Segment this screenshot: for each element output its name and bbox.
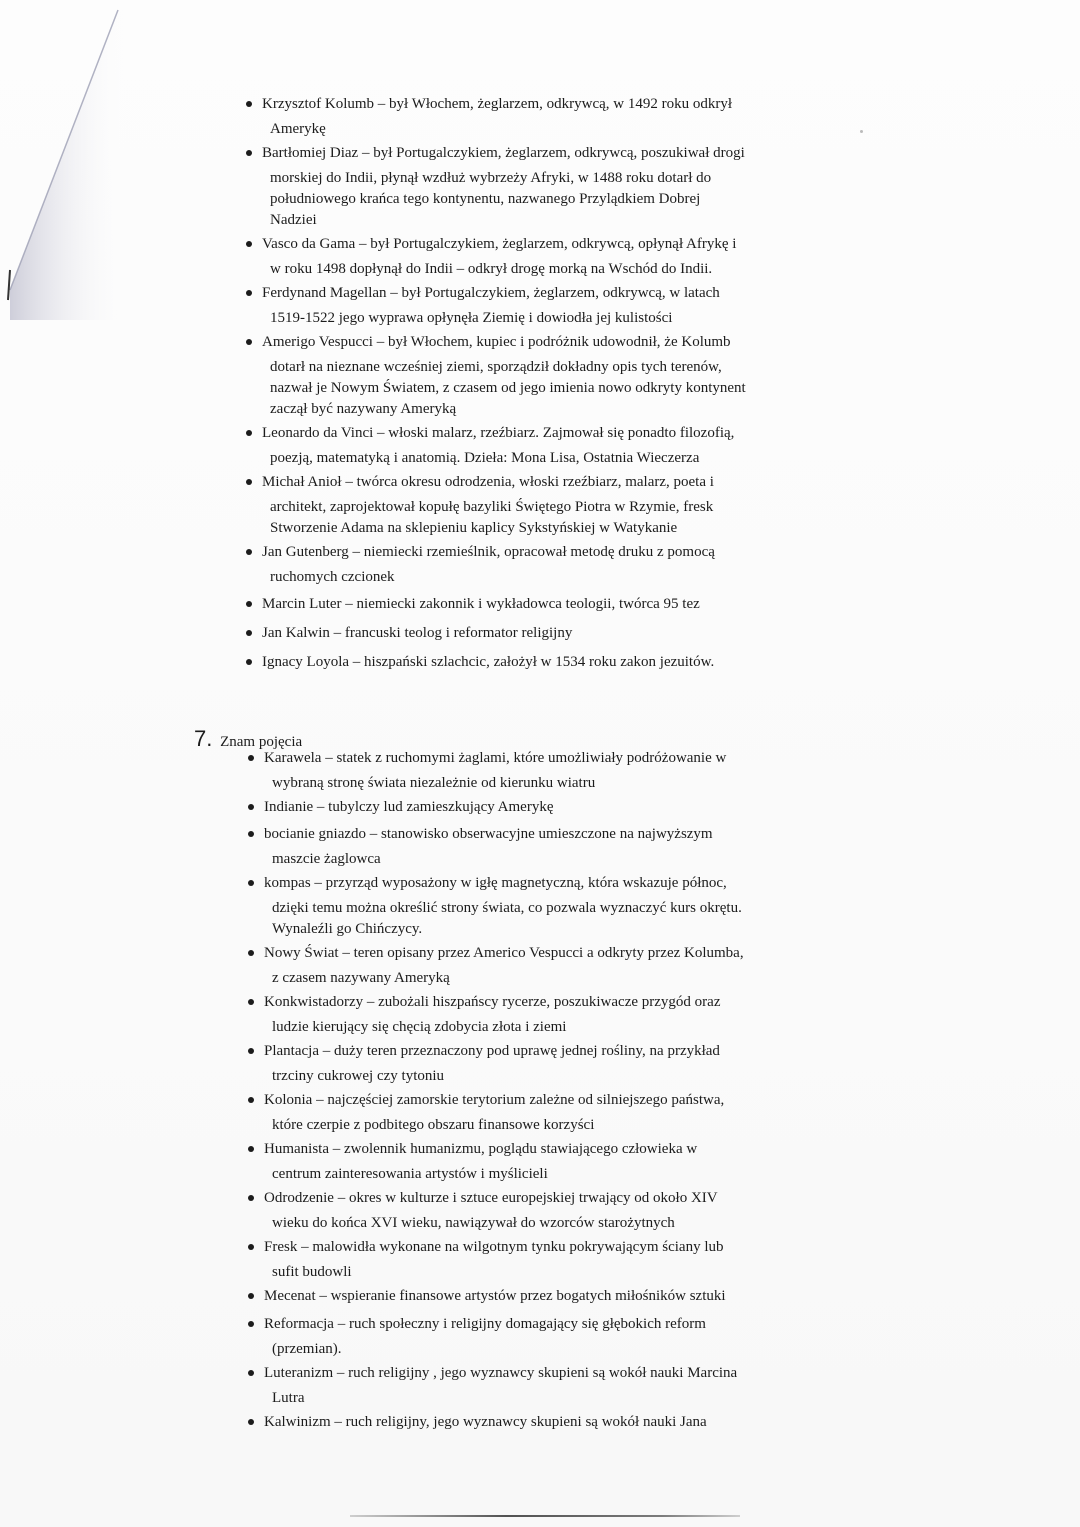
bullet-icon <box>248 755 254 761</box>
text-line: Vasco da Gama – był Portugalczykiem, żeglarzem, odkrywcą, opłynął Afrykę i <box>262 236 737 252</box>
bullet-icon <box>248 831 254 837</box>
bullet-icon <box>246 241 252 247</box>
text-line: Fresk – malowidła wykonane na wilgotnym tynku pokrywającym ściany lub <box>264 1239 724 1255</box>
bullet-icon <box>246 601 252 607</box>
list-item <box>264 943 834 989</box>
text-line: Marcin Luter – niemiecki zakonnik i wykładowca teologii, twórca 95 tez <box>262 596 700 612</box>
text-line: ludzie kierujący się chęcią zdobycia złota i ziemi <box>272 1019 567 1035</box>
bullet-icon <box>246 479 252 485</box>
text-line: (przemian). <box>272 1341 342 1357</box>
list-item <box>264 873 834 940</box>
list-item <box>264 748 834 794</box>
list-item <box>262 542 842 588</box>
text-line: Stworzenie Adama na sklepieniu kaplicy Sykstyńskiej w Watykanie <box>270 520 678 536</box>
list-item <box>264 1139 834 1185</box>
text-line: Leonardo da Vinci – włoski malarz, rzeźbiarz. Zajmował się ponadto filozofią, <box>262 425 735 441</box>
terms-list <box>264 748 834 1436</box>
list-item <box>262 652 842 673</box>
text-line: Konkwistadorzy – zubożali hiszpańscy rycerze, poszukiwacze przygód oraz <box>264 994 721 1010</box>
bullet-icon <box>248 1419 254 1425</box>
text-line: Mecenat – wspieranie finansowe artystów przez bogatych miłośników sztuki <box>264 1288 726 1304</box>
text-line: Odrodzenie – okres w kulturze i sztuce europejskiej trwający od około XIV <box>264 1190 718 1206</box>
bottom-rule <box>350 1515 740 1517</box>
list-item <box>262 143 842 231</box>
list-item <box>264 1412 834 1433</box>
text-line: Nadziei <box>270 212 317 228</box>
section-number: 7. <box>194 726 213 751</box>
scan-speck <box>860 130 863 133</box>
text-line: Jan Gutenberg – niemiecki rzemieślnik, opracował metodę druku z pomocą <box>262 544 715 560</box>
bullet-icon <box>248 1293 254 1299</box>
bullet-icon <box>246 549 252 555</box>
bullet-icon <box>246 150 252 156</box>
list-item <box>264 1363 834 1409</box>
text-line: trzciny cukrowej czy tytoniu <box>272 1068 445 1084</box>
text-line: Karawela – statek z ruchomymi żaglami, które umożliwiały podróżowanie w <box>264 750 727 766</box>
text-line: Luteranizm – ruch religijny , jego wyznawcy skupieni są wokół nauki Marcina <box>264 1365 738 1381</box>
text-line: Indianie – tubylczy lud zamieszkujący Amerykę <box>264 799 554 815</box>
text-line: poezją, matematyką i anatomią. Dzieła: Mona Lisa, Ostatnia Wieczerza <box>270 450 700 466</box>
bullet-icon <box>246 630 252 636</box>
bullet-icon <box>246 339 252 345</box>
text-line: wybraną stronę świata niezależnie od kierunku wiatru <box>272 775 596 791</box>
text-line: Nowy Świat – teren opisany przez Americo Vespucci a odkryty przez Kolumba, <box>264 945 744 961</box>
text-line: które czerpie z podbitego obszaru finansowe korzyści <box>272 1117 595 1133</box>
text-line: Amerigo Vespucci – był Włochem, kupiec i podróżnik udowodnił, że Kolumb <box>262 334 731 350</box>
text-line: Bartłomiej Diaz – był Portugalczykiem, żeglarzem, odkrywcą, poszukiwał drogi <box>262 145 745 161</box>
text-line: Lutra <box>272 1390 305 1406</box>
text-line: Ferdynand Magellan – był Portugalczykiem, żeglarzem, odkrywcą, w latach <box>262 285 720 301</box>
list-item <box>262 332 842 420</box>
list-item <box>264 797 834 818</box>
text-line: bocianie gniazdo – stanowisko obserwacyjne umieszczone na najwyższym <box>264 826 713 842</box>
text-line: Kalwinizm – ruch religijny, jego wyznawcy skupieni są wokół nauki Jana <box>264 1414 707 1430</box>
text-line: Ignacy Loyola – hiszpański szlachcic, założył w 1534 roku zakon jezuitów. <box>262 654 715 670</box>
list-item <box>264 824 834 870</box>
list-item <box>264 1286 834 1307</box>
bullet-icon <box>246 290 252 296</box>
bullet-icon <box>248 1097 254 1103</box>
section-title: Znam pojęcia <box>220 734 303 750</box>
text-line: Wynaleźli go Chińczycy. <box>272 921 423 937</box>
text-line: kompas – przyrząd wyposażony w igłę magnetyczną, która wskazuje północ, <box>264 875 727 891</box>
list-item <box>264 1090 834 1136</box>
bullet-icon <box>248 1244 254 1250</box>
bullet-icon <box>248 999 254 1005</box>
bullet-icon <box>246 430 252 436</box>
text-line: Krzysztof Kolumb – był Włochem, żeglarzem, odkrywcą, w 1492 roku odkrył <box>262 96 733 112</box>
text-line: Reformacja – ruch społeczny i religijny domagający się głębokich reform <box>264 1316 706 1332</box>
text-line: dzięki temu można określić strony świata, co pozwala wyznaczyć kurs okrętu. <box>272 900 742 916</box>
bullet-icon <box>246 659 252 665</box>
text-line: w roku 1498 dopłynął do Indii – odkrył drogę morką na Wschód do Indii. <box>270 261 713 277</box>
text-line: nazwał je Nowym Światem, z czasem od jego imienia nowo odkryty kontynent <box>270 380 746 396</box>
list-item <box>262 623 842 644</box>
list-item <box>262 472 842 539</box>
text-line: z czasem nazywany Ameryką <box>272 970 450 986</box>
list-item <box>264 1314 834 1360</box>
people-list <box>262 94 842 677</box>
list-item <box>264 992 834 1038</box>
list-item <box>264 1237 834 1283</box>
bullet-icon <box>248 950 254 956</box>
page-fold-shadow <box>0 0 130 320</box>
list-item <box>262 234 842 280</box>
bullet-icon <box>248 1048 254 1054</box>
bullet-icon <box>246 101 252 107</box>
bullet-icon <box>248 1146 254 1152</box>
text-line: morskiej do Indii, płynął wzdłuż wybrzeży Afryki, w 1488 roku dotarł do <box>270 170 712 186</box>
list-item <box>262 94 842 140</box>
text-line: ruchomych czcionek <box>270 569 395 585</box>
text-line: południowego krańca tego kontynentu, nazwanego Przylądkiem Dobrej <box>270 191 701 207</box>
text-line: maszcie żaglowca <box>272 851 381 867</box>
text-line: Jan Kalwin – francuski teolog i reformator religijny <box>262 625 573 641</box>
text-line: wieku do końca XVI wieku, nawiązywał do wzorców starożytnych <box>272 1215 675 1231</box>
text-line: Amerykę <box>270 121 326 137</box>
text-line: centrum zainteresowania artystów i myślicieli <box>272 1166 548 1182</box>
text-line: Humanista – zwolennik humanizmu, poglądu stawiającego człowieka w <box>264 1141 698 1157</box>
text-line: Kolonia – najczęściej zamorskie terytorium zależne od silniejszego państwa, <box>264 1092 725 1108</box>
list-item <box>262 283 842 329</box>
bullet-icon <box>248 880 254 886</box>
text-line: sufit budowli <box>272 1264 352 1280</box>
text-line: Plantacja – duży teren przeznaczony pod uprawę jednej rośliny, na przykład <box>264 1043 720 1059</box>
list-item <box>264 1041 834 1087</box>
bullet-icon <box>248 1370 254 1376</box>
bullet-icon <box>248 1195 254 1201</box>
text-line: 1519-1522 jego wyprawa opłynęła Ziemię i dowiodła jej kulistości <box>270 310 673 326</box>
text-line: dotarł na nieznane wcześniej ziemi, sporządził dokładny opis tych terenów, <box>270 359 722 375</box>
text-line: architekt, zaprojektował kopułę bazyliki Świętego Piotra w Rzymie, fresk <box>270 499 714 515</box>
text-line: zaczął być nazywany Ameryką <box>270 401 457 417</box>
bullet-icon <box>248 1321 254 1327</box>
bullet-icon <box>248 804 254 810</box>
list-item <box>262 423 842 469</box>
list-item <box>262 594 842 615</box>
text-line: Michał Anioł – twórca okresu odrodzenia, włoski rzeźbiarz, malarz, poeta i <box>262 474 714 490</box>
list-item <box>264 1188 834 1234</box>
